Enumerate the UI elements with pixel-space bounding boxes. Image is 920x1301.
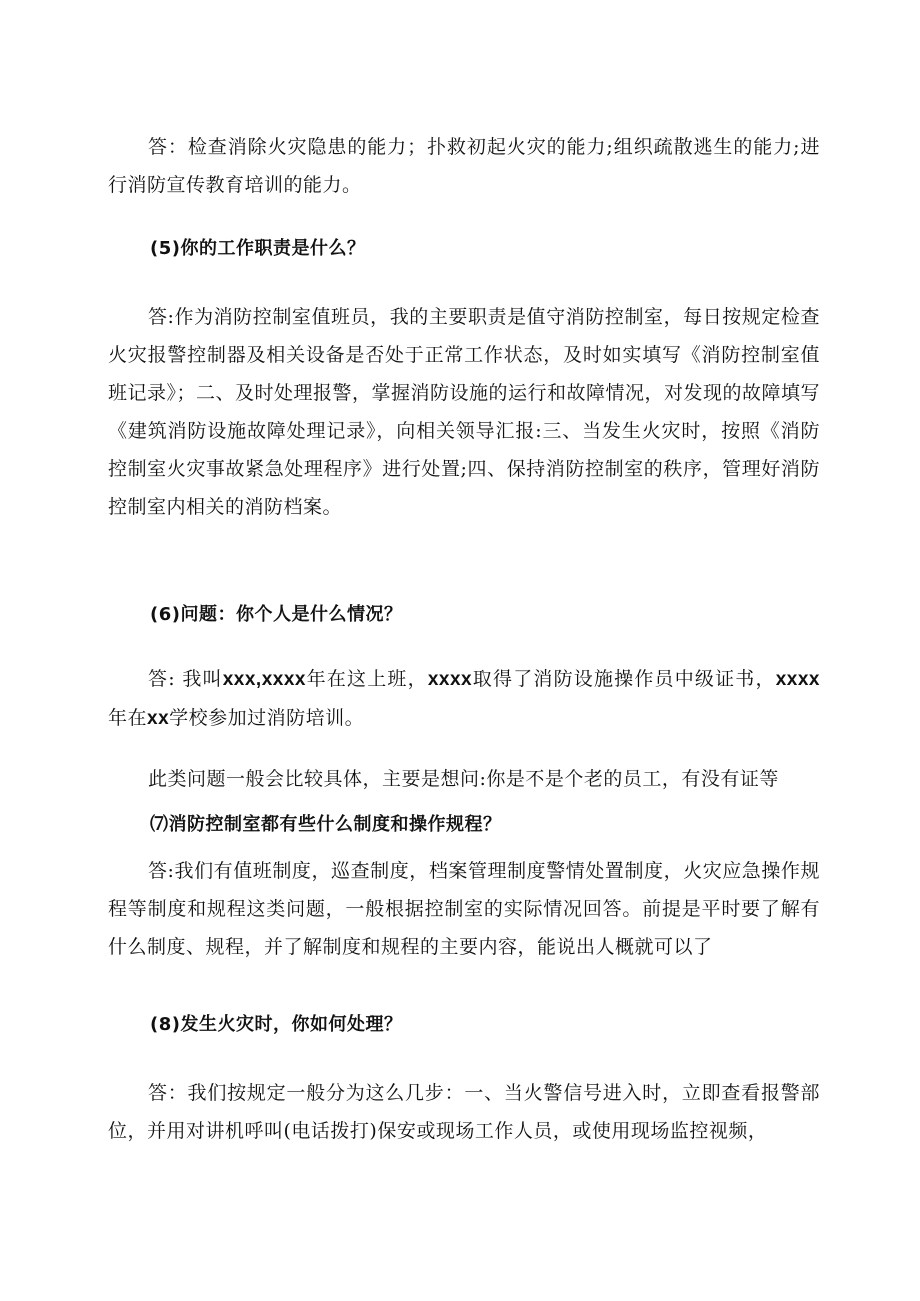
answer-6-part: 年在这上班， <box>305 668 428 690</box>
question-8 <box>108 1010 820 1040</box>
answer-6-year: xxxx <box>775 669 820 690</box>
answer-8 <box>108 1074 820 1150</box>
answer-6 <box>108 660 820 738</box>
answer-5-text: 答:作为消防控制室值班员，我的主要职责是值守消防控制室，每日按规定检查火灾报警控制器及相关设备是否处于正常工作状态，及时如实填写《消防控制室值班记录》；二、及时处理报警，掌握消防设施的运行和故障情况，对发现的故障填写《建筑消防设施故障处理记录》，向相关领导汇报:三、当发生火灾时，按照《消防控制室火灾事故紧急处理程序》进行处置;四、保持消防控制室的秩序，管理好消防控制室内相关的消防档案。 <box>108 306 821 518</box>
answer-7-text: 答:我们有值班制度，巡查制度，档案管理制度警情处置制度，火灾应急操作规程等制度和规程这类问题，一般根据控制室的实际情况回答。前提是平时要了解有什么制度、规程，并了解制度和规程的主要内容，能说出人概就可以了 <box>108 860 820 958</box>
answer-6-year: xxxx <box>427 669 473 690</box>
answer-6-text <box>108 660 820 738</box>
answer-6-part: 答: 我叫 <box>148 668 223 690</box>
answer-6-school: xx <box>147 708 170 729</box>
answer-7 <box>108 852 820 966</box>
answer-6-name: xxx,xxxx <box>222 669 306 690</box>
question-6 <box>108 600 820 630</box>
answer-8-text: 答：我们按规定一般分为这么几步：一、当火警信号进入时，立即查看报警部位，并用对讲机呼叫(电话拨打)保安或现场工作人员，或使用现场监控视频， <box>108 1082 820 1142</box>
answer-6-part: 年在 <box>108 707 148 729</box>
answer-4-text: 答：检查消除火灾隐患的能力；扑救初起火灾的能力;组织疏散逃生的能力;进行消防宣传教育培训的能力。 <box>108 136 820 196</box>
question-5 <box>108 234 820 264</box>
answer-6-part: 取得了消防设施操作员中级证书， <box>472 668 776 690</box>
question-6-text: (6)问题：你个人是什么情况？ <box>150 604 403 625</box>
question-7 <box>108 810 820 840</box>
answer-6-part: 学校参加过消防培训。 <box>169 707 365 729</box>
note-6-text: 此类问题一般会比较具体，主要是想问:你是不是个老的员工，有没有证等 <box>148 768 779 790</box>
note-6 <box>108 760 820 798</box>
question-8-text: (8)发生火灾时，你如何处理？ <box>150 1014 403 1035</box>
answer-5 <box>108 298 820 526</box>
question-7-text: ⑺消防控制室都有些什么制度和操作规程？ <box>150 814 502 835</box>
question-5-text: (5)你的工作职责是什么？ <box>150 238 366 259</box>
answer-4 <box>108 128 820 204</box>
